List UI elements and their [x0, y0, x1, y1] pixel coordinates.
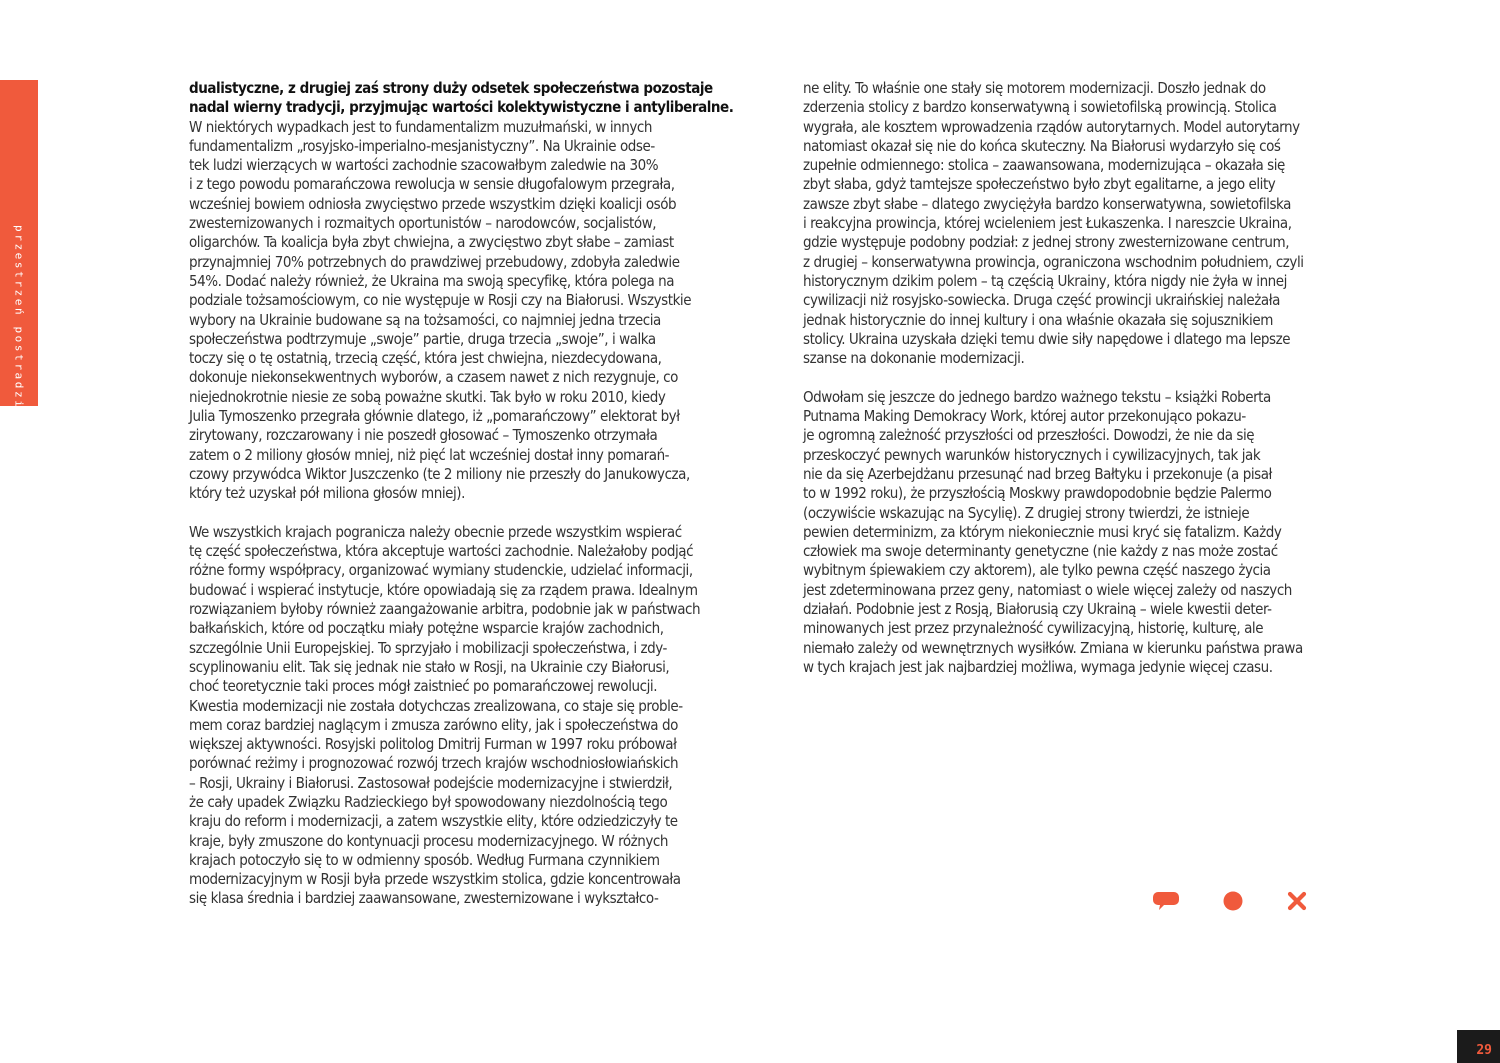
text-line: który też uzyskał pół miliona głosów mniej).	[189, 484, 465, 503]
text-line: zatem o 2 miliony głosów mniej, niż pięć lat wcześniej dostał inny pomarań-	[189, 445, 670, 464]
text-line: nadal wierny tradycji, przyjmując wartości kolektywistyczne i antyliberalne.	[189, 98, 734, 117]
text-line: krajach potoczyło się to w odmienny sposób. Według Furmana czynnikiem	[189, 850, 660, 869]
text-line: tę część społeczeństwa, która akceptuje wartości zachodnie. Należałoby podjąć	[189, 542, 694, 561]
text-line: gdzie występuje podobny podział: z jednej strony zwesternizowane centrum,	[803, 233, 1290, 252]
text-line: człowiek ma swoje determinanty genetyczne (nie każdy z nas może zostać	[803, 542, 1278, 561]
text-line: 54%. Dodać należy również, że Ukraina ma swoją specyfikę, która polega na	[189, 271, 675, 290]
text-line: różne formy współpracy, organizować wymiany studenckie, udzielać informacji,	[189, 561, 693, 580]
text-line: mem coraz bardziej naglącym i zmusza zarówno elity, jak i społeczeństwa do	[189, 715, 678, 734]
text-line: jednak historycznie do innej kultury i ona właśnie okazała się sojusznikiem	[803, 310, 1273, 329]
text-line: stolicy. Ukraina uzyskała dzięki temu dwie siły napędowe i dlatego ma lepsze	[803, 329, 1291, 348]
text-line: z drugiej – konserwatywna prowincja, ograniczona wschodnim południem, czyli	[803, 252, 1304, 271]
text-line: pewien determinizm, za którym niekoniecznie musi kryć się fatalizm. Każdy	[803, 522, 1282, 541]
icon-row	[1152, 888, 1322, 914]
text-line: i z tego powodu pomarańczowa rewolucja w sensie długofalowym przegrała,	[189, 175, 675, 194]
text-line: choć teoretycznie taki proces mógł zaistnieć po pomarańczowej rewolucji.	[189, 677, 658, 696]
text-line: wybory na Ukrainie budowane są na tożsamości, co najmniej jedna trzecia	[189, 310, 661, 329]
text-line: Julia Tymoszenko przegrała głównie dlatego, iż „pomarańczowy” elektorat był	[189, 407, 680, 426]
text-line: Putnama Making Demokracy Work, której autor przekonująco pokazu-	[803, 407, 1246, 426]
text-line: niemało zależy od wewnętrznych wysiłków. Zmiana w kierunku państwa prawa	[803, 638, 1303, 657]
text-line: – Rosji, Ukrainy i Białorusi. Zastosował podejście modernizacyjne i stwierdził,	[189, 773, 673, 792]
dot-icon[interactable]	[1220, 888, 1248, 914]
text-line: szanse na dokonanie modernizacji.	[803, 349, 1025, 368]
text-line: porównać reżimy i prognozować rozwój trzech krajów wschodniosłowiańskich	[189, 754, 679, 773]
side-tab-label: przestrzeń postradziecka	[12, 225, 26, 447]
text-line: w tych krajach jest jak najbardziej możliwa, wymaga jedynie więcej czasu.	[803, 657, 1273, 676]
text-line: zirytowany, rozczarowany i nie poszedł głosować – Tymoszenko otrzymała	[189, 426, 658, 445]
text-line: jest zdeterminowana przez geny, natomiast o wiele więcej zależy od naszych	[803, 580, 1292, 599]
text-line: że cały upadek Związku Radzieckiego był spowodowany niezdolnością tego	[189, 792, 668, 811]
text-line: bałkańskich, które od początku miały potężne wsparcie krajów zachodnich,	[189, 619, 664, 638]
text-line: Kwestia modernizacji nie została dotychczas zrealizowana, co staje się proble-	[189, 696, 683, 715]
speech-bubble-icon[interactable]	[1152, 888, 1180, 914]
text-line: się klasa średnia i bardziej zaawansowane, zwesternizowane i wykształco-	[189, 889, 659, 908]
text-line: społeczeństwa podtrzymuje „swoje” partie, druga trzecia „swoje”, i walka	[189, 329, 656, 348]
text-line: dokonuje niekonsekwentnych wyborów, a czasem nawet z nich rezygnuje, co	[189, 368, 678, 387]
text-line: je ogromną zależność przyszłości od przeszłości. Dowodzi, że nie da się	[803, 426, 1255, 445]
text-line: i reakcyjna prowincja, której wcieleniem jest Łukaszenka. I nareszcie Ukraina,	[803, 214, 1292, 233]
text-line: kraju do reform i modernizacji, a zatem wszystkie elity, które odziedziczyły te	[189, 812, 678, 831]
text-line: toczy się o tę ostatnią, trzecią część, która jest chwiejna, niezdecydowana,	[189, 349, 662, 368]
text-line: dualistyczne, z drugiej zaś strony duży odsetek społeczeństwa pozostaje	[189, 79, 713, 97]
text-line: tek ludzi wierzących w wartości zachodnie szacowałbym zaledwie na 30%	[189, 156, 659, 175]
text-line: wcześniej bowiem odniosła zwycięstwo przede wszystkim dzięki koalicji osób	[189, 194, 677, 213]
text-line: minowanych jest przez przynależność cywilizacyjną, historię, kulturę, ale	[803, 619, 1264, 638]
page-number-box	[1457, 1030, 1500, 1063]
text-line: modernizacyjnym w Rosji była przede wszystkim stolica, gdzie koncentrowała	[189, 870, 681, 889]
text-line: historycznym dzikim polem – tą częścią Ukrainy, która nigdy nie żyła w innej	[803, 271, 1287, 290]
page-number: 29	[1476, 1043, 1492, 1058]
text-line: niejednokrotnie niesie ze sobą poważne skutki. Tak było w roku 2010, kiedy	[189, 387, 666, 406]
text-line: wybitnym śpiewakiem czy aktorem), ale tylko pewna część naszego życia	[803, 561, 1271, 580]
text-line: szczególnie Unii Europejskiej. To sprzyjało i mobilizacji społeczeństwa, i zdy-	[189, 638, 667, 657]
cross-icon[interactable]	[1284, 888, 1312, 914]
text-line: fundamentalizm „rosyjsko-imperialno-mesjanistyczny”. Na Ukrainie odse-	[189, 136, 655, 155]
text-line: We wszystkich krajach pogranicza należy obecnie przede wszystkim wspierać	[189, 522, 682, 541]
left-text-column	[189, 79, 734, 909]
text-line: W niektórych wypadkach jest to fundamentalizm muzułmański, w innych	[189, 117, 652, 136]
paragraph-gap	[189, 504, 701, 523]
text-line: przeskoczyć pewnych warunków historycznych i cywilizacyjnych, tak jak	[803, 445, 1261, 464]
text-line: zbyt słaba, gdyż tamtejsze społeczeństwo było zbyt egalitarne, a jego elity	[803, 175, 1276, 194]
text-line: scyplinowaniu elit. Tak się jednak nie stało w Rosji, na Ukrainie czy Białorusi,	[189, 657, 670, 676]
text-line: budować i wspierać instytucje, które opowiadają się za rządem prawa. Idealnym	[189, 580, 698, 599]
right-text-column	[803, 79, 1315, 677]
text-line: ne elity. To właśnie one stały się motorem modernizacji. Doszło jednak do	[803, 79, 1266, 97]
text-line: zawsze zbyt słabe – dlatego zwyciężyła bardzo konserwatywna, sowietofilska	[803, 194, 1291, 213]
text-line: natomiast okazał się nie do końca skuteczny. Na Białorusi wydarzyło się coś	[803, 136, 1281, 155]
text-line: oligarchów. Ta koalicja była zbyt chwiejna, a zwycięstwo zbyt słabe – zamiast	[189, 233, 674, 252]
text-line: zupełnie odmiennego: stolica – zaawansowana, modernizująca – okazała się	[803, 156, 1285, 175]
paragraph-gap	[803, 368, 1315, 387]
text-line: rozwiązaniem byłoby również zaangażowanie arbitra, podobnie jak w państwach	[189, 600, 701, 619]
text-line: cywilizacji niż rosyjsko-sowiecka. Druga część prowincji ukraińskiej należała	[803, 291, 1280, 310]
text-line: zwesternizowanych i rozmaitych oportunistów – narodowców, socjalistów,	[189, 214, 657, 233]
text-line: wygrała, ale kosztem wprowadzenia rządów autorytarnych. Model autorytarny	[803, 117, 1300, 136]
side-tab	[0, 80, 38, 447]
text-line: działań. Podobnie jest z Rosją, Białorusią czy Ukrainą – wiele kwestii deter-	[803, 600, 1272, 619]
text-line: większej aktywności. Rosyjski politolog Dmitrij Furman w 1997 roku próbował	[189, 735, 677, 754]
text-line: nie da się Azerbejdżanu przesunąć nad brzeg Bałtyku i przekonuje (a pisał	[803, 464, 1272, 483]
text-line: podziale tożsamościowym, co nie występuje w Rosji czy na Białorusi. Wszystkie	[189, 291, 692, 310]
text-line: to w 1992 roku), że przyszłością Moskwy prawdopodobnie będzie Palermo	[803, 484, 1272, 503]
text-line: (oczywiście wskazując na Sycylię). Z drugiej strony twierdzi, że istnieje	[803, 503, 1250, 522]
text-line: przynajmniej 70% potrzebnych do prawdziwej przebudowy, zdobyła zaledwie	[189, 252, 680, 271]
text-line: Odwołam się jeszcze do jednego bardzo ważnego tekstu – książki Roberta	[803, 387, 1271, 406]
text-line: kraje, były zmuszone do kontynuacji procesu modernizacyjnego. W różnych	[189, 831, 668, 850]
text-line: czowy przywódca Wiktor Juszczenko (te 2 miliony nie przeszły do Janukowycza,	[189, 464, 690, 483]
text-line: zderzenia stolicy z bardzo konserwatywną i sowietofilską prowincją. Stolica	[803, 98, 1277, 117]
